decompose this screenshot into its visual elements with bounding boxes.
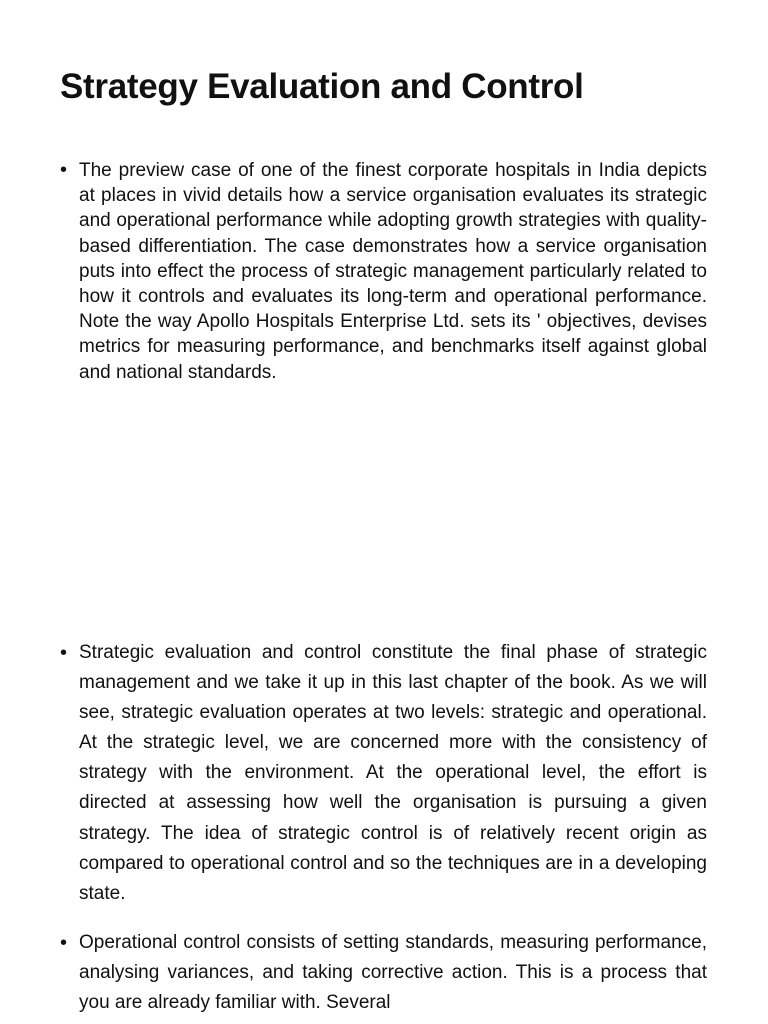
bullet-item-strategic-evaluation: [60, 638, 707, 909]
bullet-icon: •: [60, 642, 68, 664]
bullet-icon: •: [60, 159, 68, 181]
bullet-text: Strategic evaluation and control constitute the final phase of strategic management and we take it up in this last chapter of the book. As we will see, strategic evaluation operates at two levels: strategic and operational. At the strategic level, we are concerned more with the consistency of strategy with the environment. At the operational level, the effort is directed at assessing how well the organisation is pursuing a given strategy. The idea of strategic control is of relatively recent origin as compared to operational control and so the techniques are in a developing state.: [79, 642, 707, 904]
bullet-text: Operational control consists of setting standards, measuring performance, analysing variances, and taking corrective action. This is a process that you are already familiar with. Several: [79, 932, 707, 1014]
bullet-icon: •: [60, 932, 68, 954]
bullet-item-preview-case: [60, 158, 707, 385]
bullet-item-operational-control: [60, 928, 707, 1018]
bullet-text: The preview case of one of the finest corporate hospitals in India depicts at places in vivid details how a service organisation evaluates its strategic and operational performance while adopting growth strategies with quality-based differentiation. The case demonstrates how a service organisation puts into effect the process of strategic management particularly related to how it controls and evaluates its long-term and operational performance. Note the way Apollo Hospitals Enterprise Ltd. sets its ' objectives, devises metrics for measuring performance, and benchmarks itself against global and national standards.: [79, 160, 707, 383]
slide-title: Strategy Evaluation and Control: [60, 67, 584, 106]
